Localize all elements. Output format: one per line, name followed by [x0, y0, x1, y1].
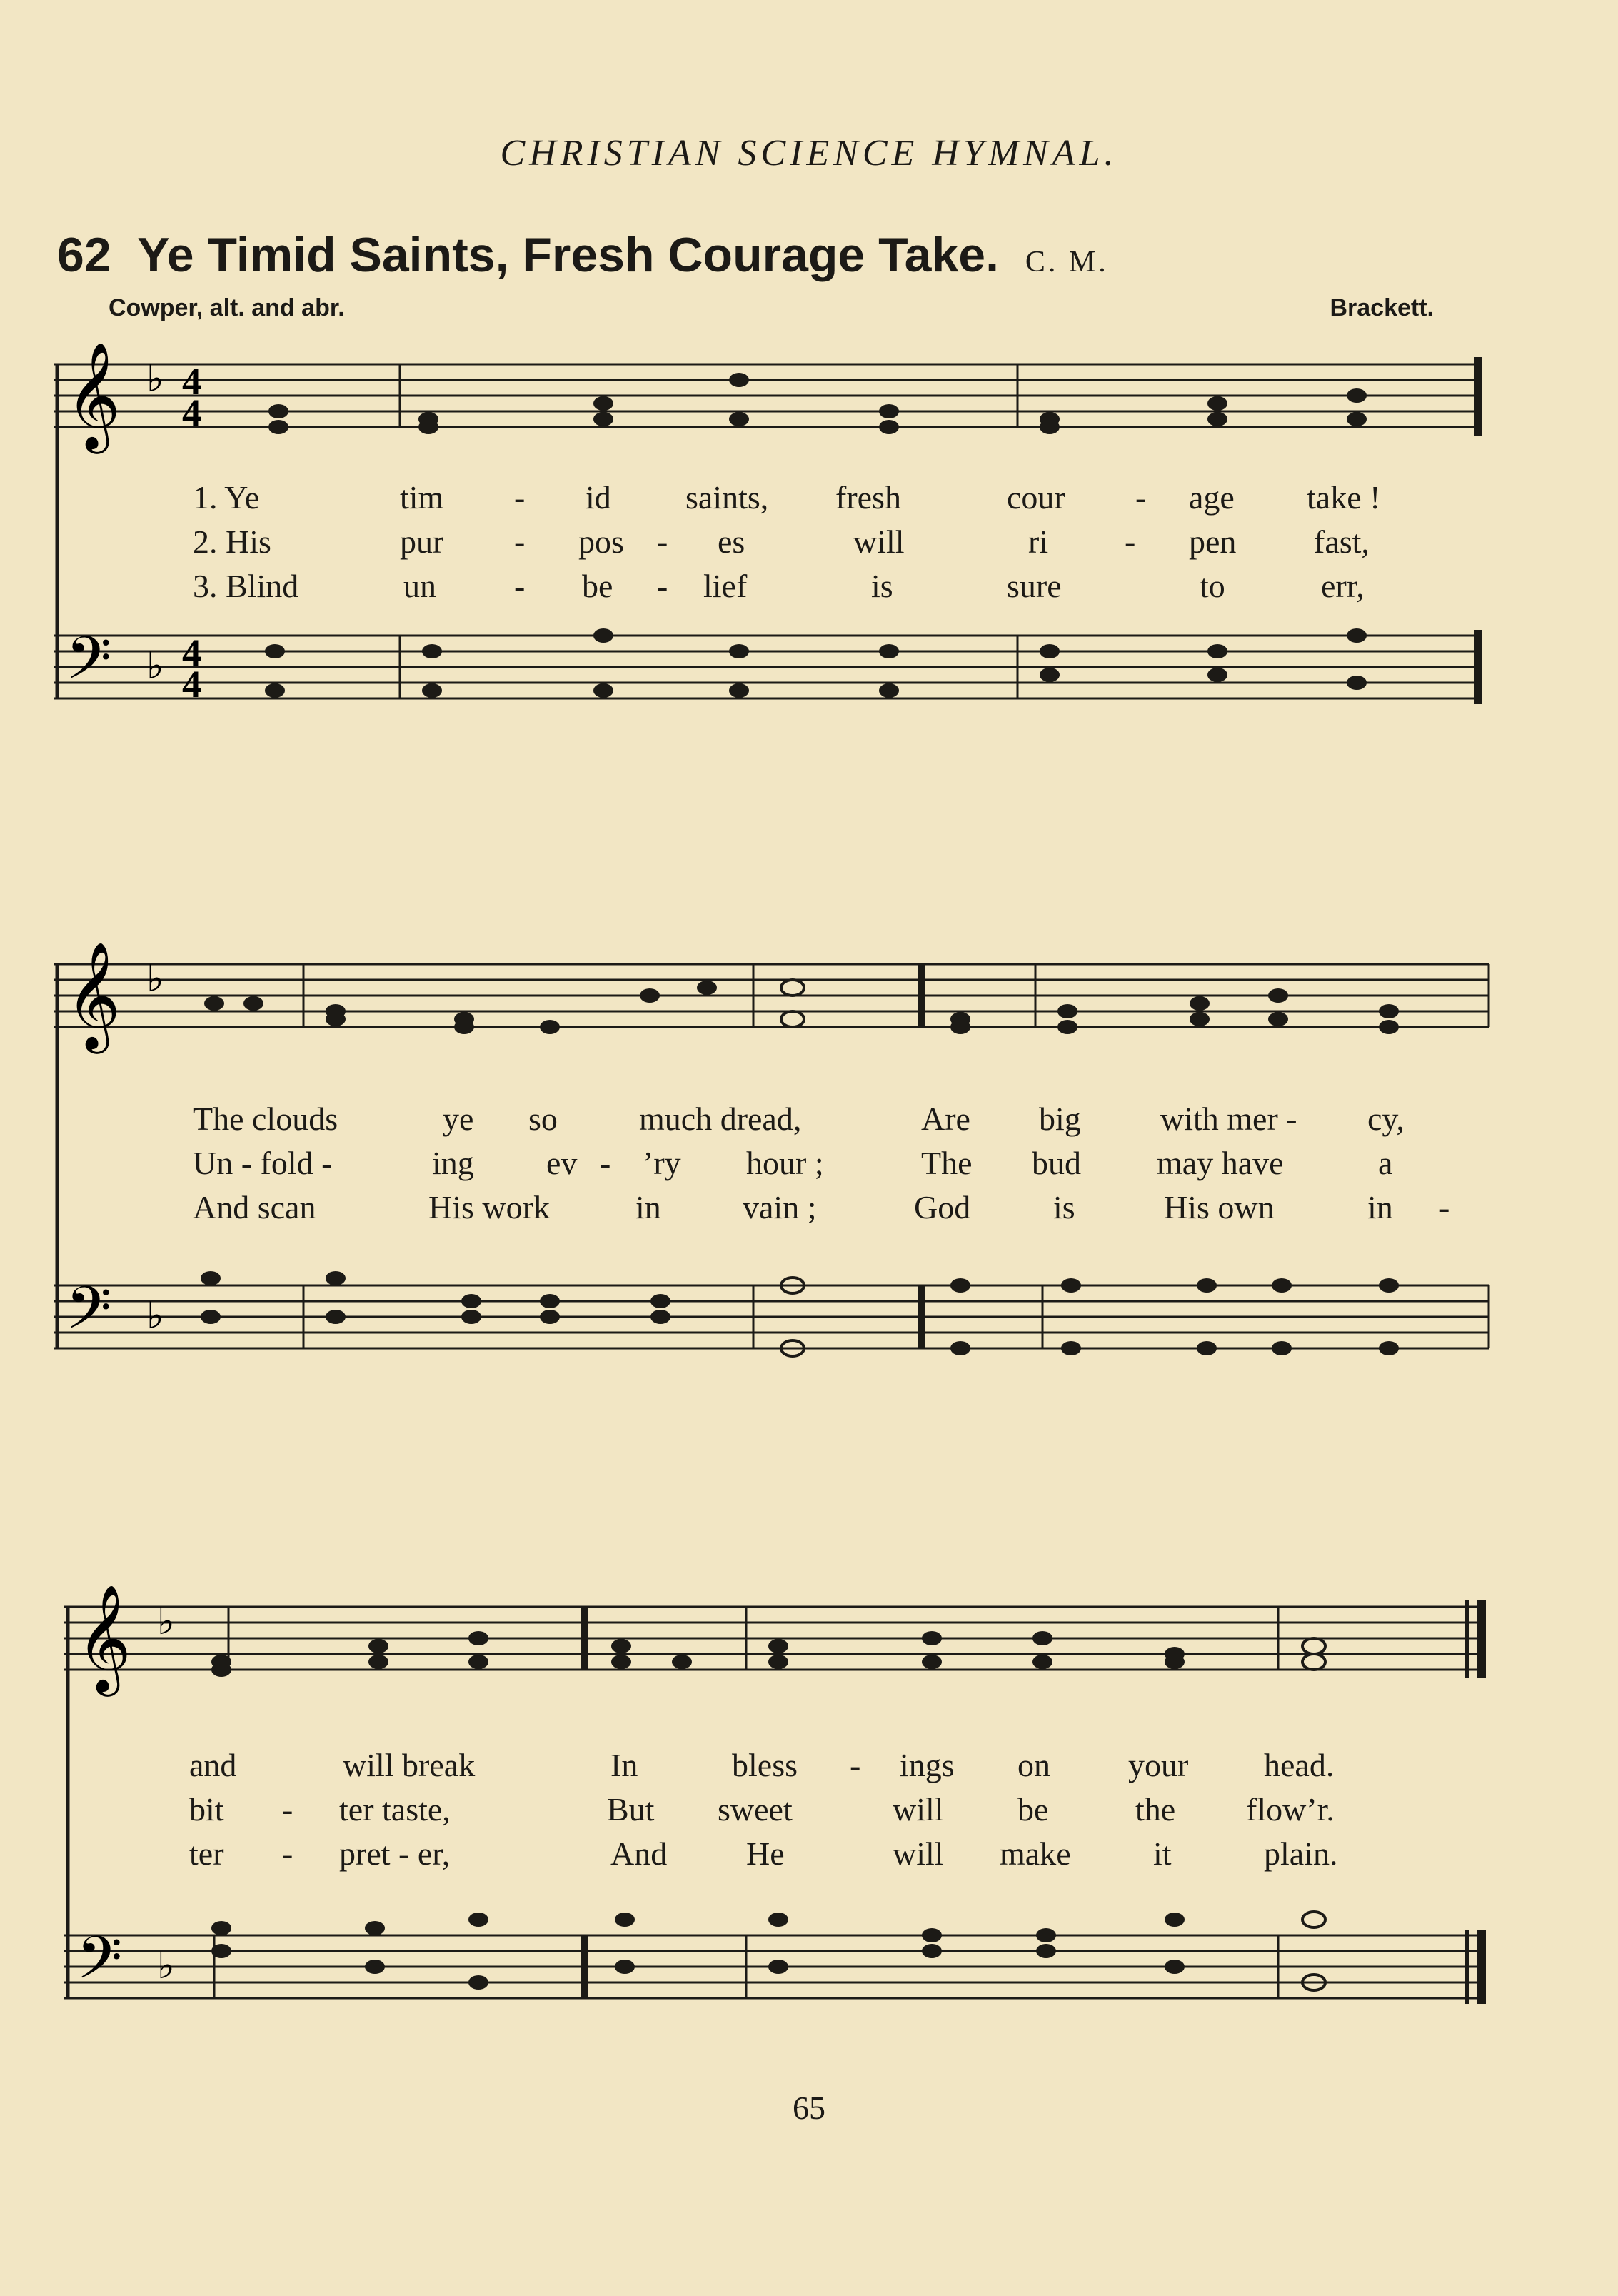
lyric-syllable: -: [1125, 523, 1136, 560]
lyric-verse-1: [0, 1100, 1618, 1144]
lyric-syllable: He: [746, 1835, 785, 1872]
key-signature-flat: ♭: [146, 358, 164, 401]
lyric-verse-1: [0, 478, 1618, 523]
lyric-syllable: with mer -: [1160, 1101, 1297, 1137]
lyric-verse-2: [0, 1790, 1618, 1835]
author-credit: Cowper, alt. and abr.: [109, 294, 345, 321]
lyric-syllable: And: [610, 1835, 668, 1872]
lyric-syllable: take !: [1307, 479, 1381, 516]
lyric-syllable: it: [1153, 1835, 1172, 1872]
lyric-verse-3: [0, 1188, 1618, 1233]
lyric-syllable: -: [514, 568, 526, 604]
lyric-syllable: And scan: [193, 1189, 316, 1225]
lyric-syllable: age: [1189, 479, 1235, 516]
lyric-syllable: His own: [1164, 1189, 1275, 1225]
lyric-syllable: so: [528, 1101, 558, 1137]
lyric-syllable: may have: [1157, 1145, 1284, 1181]
hymn-number: 62: [57, 228, 111, 282]
lyric-syllable: sure: [1007, 568, 1062, 604]
page-number: 65: [793, 2090, 825, 2126]
lyric-syllable: will: [893, 1791, 944, 1828]
lyric-syllable: bless: [732, 1747, 798, 1783]
running-head: CHRISTIAN SCIENCE HYMNAL.: [500, 133, 1118, 174]
treble-notes: [268, 373, 1367, 434]
lyric-syllable: hour ;: [746, 1145, 824, 1181]
lyric-syllable: -: [850, 1747, 861, 1783]
lyric-syllable: cour: [1007, 479, 1065, 516]
lyric-syllable: saints,: [685, 479, 769, 516]
lyric-syllable: pos: [578, 523, 624, 560]
lyric-syllable: -: [657, 523, 668, 560]
lyric-syllable: big: [1039, 1101, 1081, 1137]
bass-notes: [201, 1271, 1399, 1356]
lyric-syllable: God: [914, 1189, 971, 1225]
lyric-syllable: to: [1200, 568, 1225, 604]
lyric-syllable: fast,: [1314, 523, 1370, 560]
lyric-syllable: will: [853, 523, 905, 560]
key-signature-flat: ♭: [157, 1600, 175, 1643]
bass-clef-icon: 𝄢: [66, 1273, 112, 1357]
lyric-syllable: un: [403, 568, 436, 604]
lyric-syllable: ings: [900, 1747, 955, 1783]
lyric-syllable: -: [600, 1145, 611, 1181]
key-signature-flat: ♭: [146, 1295, 164, 1338]
lyric-syllable: The: [921, 1145, 973, 1181]
lyric-syllable: is: [1053, 1189, 1075, 1225]
lyric-syllable: fresh: [835, 479, 901, 516]
lyric-syllable: flow’r.: [1246, 1791, 1335, 1828]
time-signature-bottom: 4: [182, 391, 201, 434]
lyric-syllable: ’ry: [643, 1145, 681, 1181]
lyric-syllable: much dread,: [639, 1101, 802, 1137]
lyric-syllable: plain.: [1264, 1835, 1338, 1872]
lyric-syllable: is: [871, 568, 893, 604]
lyric-syllable: vain ;: [743, 1189, 817, 1225]
lyric-syllable: in: [1367, 1189, 1393, 1225]
lyric-verse-1: [0, 1746, 1618, 1790]
hymn-meter: C. M.: [1025, 246, 1109, 279]
lyric-verse-3: [0, 567, 1618, 611]
lyric-syllable: and: [189, 1747, 237, 1783]
lyric-syllable: a: [1378, 1145, 1393, 1181]
lyric-syllable: -: [514, 523, 526, 560]
lyric-syllable: sweet: [718, 1791, 793, 1828]
lyric-syllable: bud: [1032, 1145, 1081, 1181]
bass-notes: [265, 628, 1367, 698]
hymn-title-line: [57, 227, 1564, 283]
lyric-syllable: err,: [1321, 568, 1365, 604]
bass-clef-icon: 𝄢: [76, 1923, 123, 2007]
lyric-syllable: ter: [189, 1835, 224, 1872]
time-signature-top: 4: [182, 360, 201, 403]
treble-clef-icon: 𝄞: [76, 1583, 131, 1692]
composer-credit: Brackett.: [1330, 294, 1434, 321]
lyric-syllable: be: [582, 568, 613, 604]
lyric-syllable: in: [635, 1189, 661, 1225]
bass-clef-icon: 𝄢: [66, 623, 112, 707]
lyric-syllable: ye: [443, 1101, 474, 1137]
lyric-syllable: His work: [428, 1189, 550, 1225]
lyric-syllable: In: [610, 1747, 638, 1783]
lyric-syllable: pret - er,: [339, 1835, 451, 1872]
lyric-syllable: -: [1135, 479, 1147, 516]
lyric-syllable: make: [1000, 1835, 1071, 1872]
lyric-syllable: The clouds: [193, 1101, 338, 1137]
lyric-syllable: 1. Ye: [193, 479, 260, 516]
lyric-syllable: -: [282, 1835, 293, 1872]
lyric-syllable: Un - fold -: [193, 1145, 333, 1181]
lyric-syllable: on: [1017, 1747, 1050, 1783]
lyric-verse-2: [0, 1144, 1618, 1188]
lyric-syllable: es: [718, 523, 745, 560]
lyric-syllable: ri: [1028, 523, 1049, 560]
time-signature-top: 4: [182, 631, 201, 674]
lyric-verse-2: [0, 523, 1618, 567]
lyric-syllable: pur: [400, 523, 444, 560]
lyric-syllable: will: [893, 1835, 944, 1872]
lyric-syllable: -: [1439, 1189, 1450, 1225]
lyric-syllable: will break: [343, 1747, 476, 1783]
lyric-syllable: id: [586, 479, 611, 516]
lyric-verse-3: [0, 1835, 1618, 1879]
treble-clef-icon: 𝄞: [66, 941, 121, 1049]
key-signature-flat: ♭: [157, 1945, 175, 1987]
key-signature-flat: ♭: [146, 958, 164, 1001]
time-signature-bottom: 4: [182, 663, 201, 706]
lyric-syllable: head.: [1264, 1747, 1335, 1783]
lyric-syllable: your: [1128, 1747, 1189, 1783]
lyric-syllable: pen: [1189, 523, 1237, 560]
lyric-syllable: But: [607, 1791, 655, 1828]
lyric-syllable: ter taste,: [339, 1791, 451, 1828]
lyric-syllable: -: [282, 1791, 293, 1828]
lyric-syllable: 3. Blind: [193, 568, 299, 604]
lyric-syllable: Are: [921, 1101, 970, 1137]
key-signature-flat: ♭: [146, 645, 164, 688]
lyric-syllable: cy,: [1367, 1101, 1405, 1137]
hymn-title: Ye Timid Saints, Fresh Courage Take.: [137, 228, 999, 282]
treble-clef-icon: 𝄞: [66, 341, 121, 449]
lyric-syllable: 2. His: [193, 523, 271, 560]
lyric-syllable: ev: [546, 1145, 578, 1181]
lyric-syllable: ing: [432, 1145, 474, 1181]
lyric-syllable: -: [514, 479, 526, 516]
lyric-syllable: be: [1017, 1791, 1049, 1828]
lyric-syllable: the: [1135, 1791, 1176, 1828]
lyric-syllable: -: [657, 568, 668, 604]
lyric-syllable: tim: [400, 479, 444, 516]
lyric-syllable: lief: [703, 568, 748, 604]
lyric-syllable: bit: [189, 1791, 224, 1828]
